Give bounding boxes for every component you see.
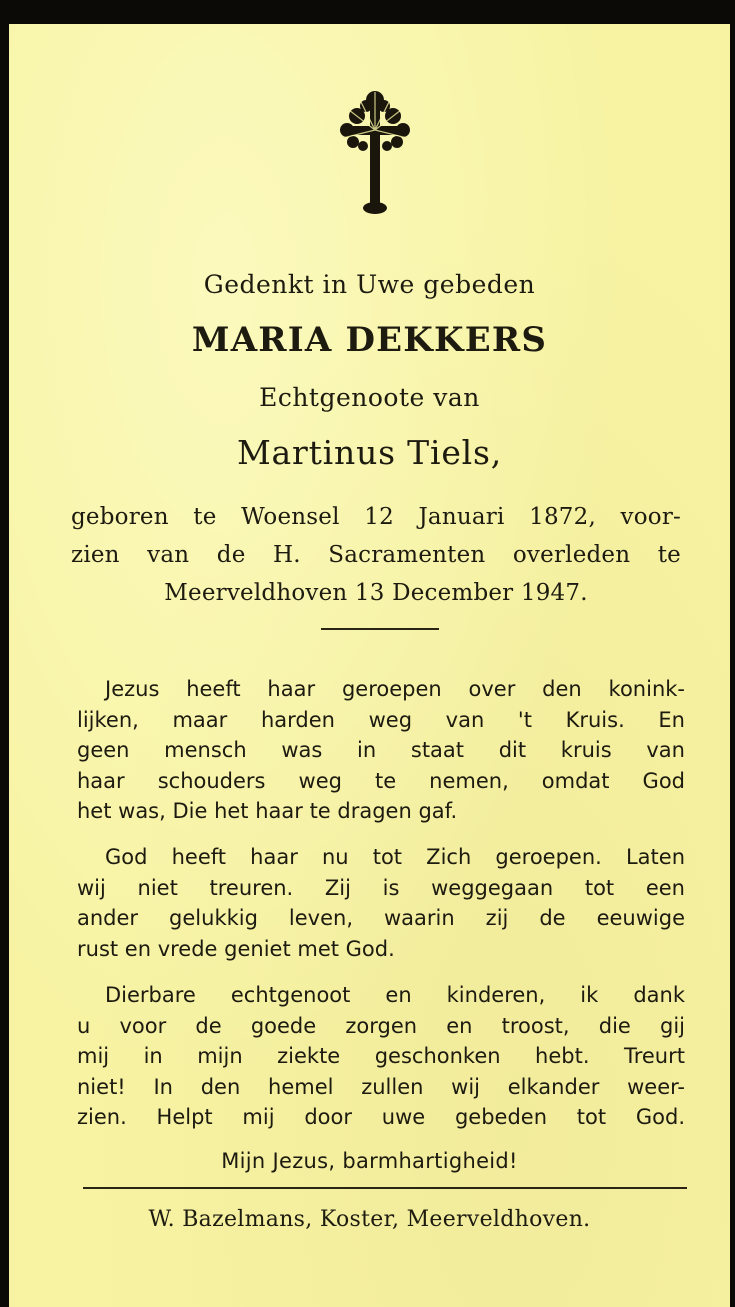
paragraph-1 <box>77 674 685 827</box>
spouse-name: Martinus Tiels, <box>236 433 503 472</box>
text-line: het was, Die het haar te dragen gaf. <box>77 799 458 823</box>
card-right-edge <box>730 0 735 1307</box>
paragraph-2 <box>77 842 685 964</box>
intro-line: Gedenkt in Uwe gebeden <box>203 270 536 299</box>
text-line: haar schouders weg te nemen, omdat God <box>77 768 685 793</box>
text-line: Jezus heeft haar geroepen over den konink- <box>105 677 685 701</box>
divider <box>321 628 439 630</box>
detail-line: geboren te Woensel 12 Januari 1872, voor- <box>71 504 681 530</box>
card-top-edge <box>0 0 735 24</box>
life-details <box>71 498 681 612</box>
detail-line: Meerveldhoven 13 December 1947. <box>164 580 588 606</box>
printer-credit: W. Bazelmans, Koster, Meerveldhoven. <box>148 1207 591 1232</box>
text-line: rust en vrede geniet met God. <box>77 936 395 961</box>
text-line: Dierbare echtgenoot en kinderen, ik dank <box>105 983 685 1007</box>
text-line: u voor de goede zorgen en troost, die gij <box>77 1013 685 1038</box>
text-line: niet! In den hemel zullen wij elkander weer- <box>77 1074 685 1099</box>
closing-prayer: Mijn Jezus, barmhartigheid! <box>221 1149 518 1173</box>
text-line: zien. Helpt mij door uwe gebeden tot God. <box>77 1105 685 1129</box>
text-line: geen mensch was in staat dit kruis van <box>77 738 685 762</box>
text-line: lijken, maar harden weg van 't Kruis. En <box>77 707 685 732</box>
text-line: wij niet treuren. Zij is weggegaan tot een <box>77 875 685 900</box>
text-line: mij in mijn ziekte geschonken hebt. Treurt <box>77 1044 685 1068</box>
text-line: ander gelukkig leven, waarin zij de eeuwige <box>77 906 685 930</box>
deceased-name: MARIA DEKKERS <box>191 320 548 360</box>
text-line: God heeft haar nu tot Zich geroepen. Laten <box>105 845 685 869</box>
detail-line: zien van de H. Sacramenten overleden te <box>71 542 681 568</box>
bottom-rule <box>83 1187 687 1189</box>
paragraph-3 <box>77 980 685 1133</box>
cross-icon <box>335 86 415 216</box>
relation-line: Echtgenoote van <box>259 383 480 412</box>
memorial-card <box>9 24 730 1307</box>
